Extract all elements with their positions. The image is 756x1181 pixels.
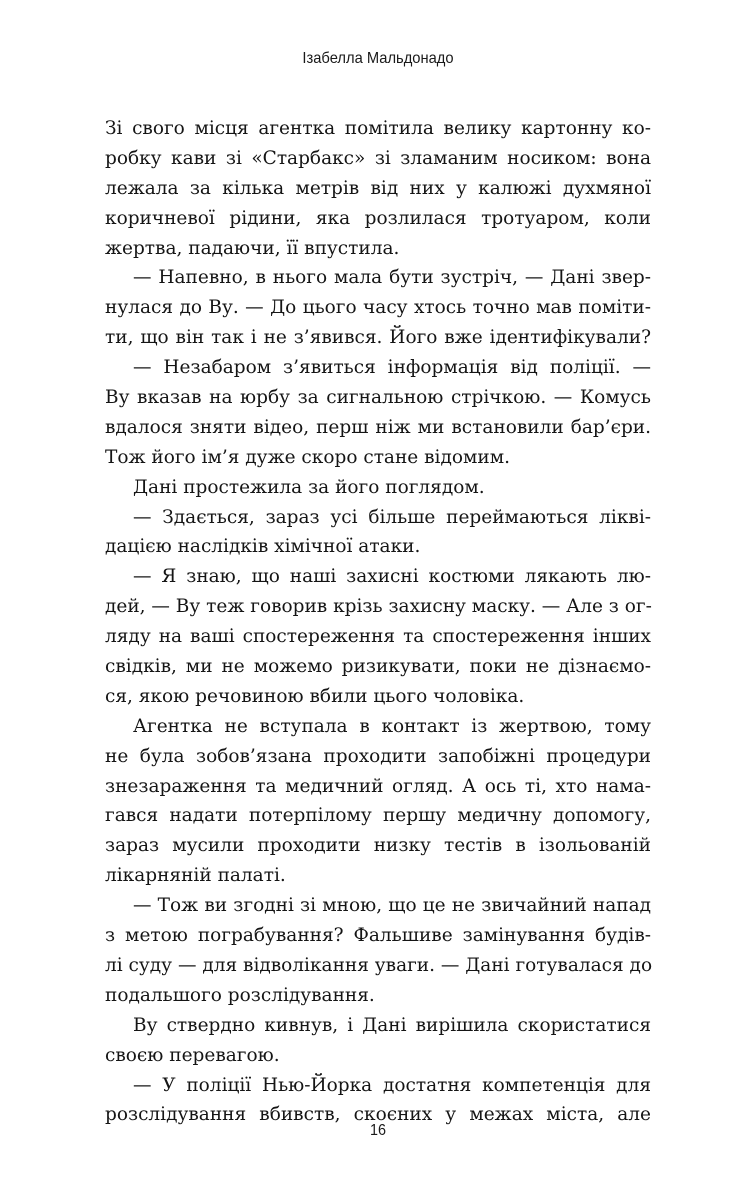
text-line: розслідування вбивств, скоєних у межах міста, але bbox=[105, 1104, 651, 1126]
text-line: з метою пограбування? Фальшиве замінування будів- bbox=[105, 925, 651, 947]
text-line: — Незабаром з’явиться інформація від поліції. — bbox=[133, 357, 651, 379]
body-text bbox=[105, 114, 651, 1130]
text-line: жертва, падаючи, її впустила. bbox=[105, 237, 400, 259]
text-line: лежала за кілька метрів від них у калюжі духмяної bbox=[105, 177, 651, 199]
text-line: Дані простежила за його поглядом. bbox=[133, 476, 485, 498]
text-line: — Здається, зараз усі більше переймаються лікві- bbox=[133, 506, 651, 528]
text-line: — Напевно, в нього мала бути зустріч, — Дані звер- bbox=[133, 267, 651, 289]
text-line: ляду на ваші спостереження та спостереження інших bbox=[105, 626, 651, 648]
text-line: — Тож ви згодні зі мною, що це не звичайний напад bbox=[133, 895, 651, 917]
text-line: — Я знаю, що наші захисні костюми лякають лю- bbox=[133, 566, 651, 588]
text-line: дей, — Ву теж говорив крізь захисну маску. — Але з ог- bbox=[105, 596, 652, 618]
text-line: зараз мусили проходити низку тестів в ізольованій bbox=[105, 835, 651, 857]
text-line: Ву вказав на юрбу за сигнальною стрічкою. — Комусь bbox=[105, 387, 651, 409]
text-line: — У поліції Нью-Йорка достатня компетенція для bbox=[133, 1074, 651, 1096]
text-line: не була зобов’язана проходити запобіжні процедури bbox=[105, 745, 651, 767]
page-number: 16 bbox=[369, 1122, 387, 1139]
text-line: подальшого розслідування. bbox=[105, 984, 375, 1006]
text-line: нулася до Ву. — До цього часу хтось точно мав поміти- bbox=[105, 297, 651, 319]
text-line: Агентка не вступала в контакт із жертвою, тому bbox=[133, 715, 651, 737]
text-line: робку кави зі «Старбакс» зі зламаним носиком: вона bbox=[105, 147, 651, 169]
text-line: знезараження та медичний огляд. А ось ті, хто нама- bbox=[105, 775, 651, 797]
text-line: дацією наслідків хімічної атаки. bbox=[105, 536, 421, 558]
text-line: Ву ствердно кивнув, і Дані вирішила скористатися bbox=[133, 1014, 651, 1036]
text-line: ти, що він так і не з’явився. Його вже ідентифікували? bbox=[105, 327, 651, 349]
text-line: лікарняній палаті. bbox=[105, 865, 286, 887]
text-line: лі суду — для відволікання уваги. — Дані готувалася до bbox=[105, 954, 653, 976]
text-line: свідків, ми не можемо ризикувати, поки не дізнаємо- bbox=[105, 656, 651, 678]
text-line: коричневої рідини, яка розлилася тротуаром, коли bbox=[105, 207, 651, 229]
text-line: Зі свого місця агентка помітила велику картонну ко- bbox=[105, 118, 651, 139]
text-line: вдалося зняти відео, перш ніж ми встановили бар’єри. bbox=[105, 416, 651, 438]
text-line: своєю перевагою. bbox=[105, 1044, 280, 1066]
running-head-author: Ізабелла Мальдонадо bbox=[302, 50, 454, 67]
text-line: гався надати потерпілому першу медичну допомогу, bbox=[105, 805, 651, 827]
text-line: Тож його ім’я дуже скоро стане відомим. bbox=[105, 446, 510, 468]
text-line: ся, якою речовиною вбили цього чоловіка. bbox=[105, 685, 525, 707]
